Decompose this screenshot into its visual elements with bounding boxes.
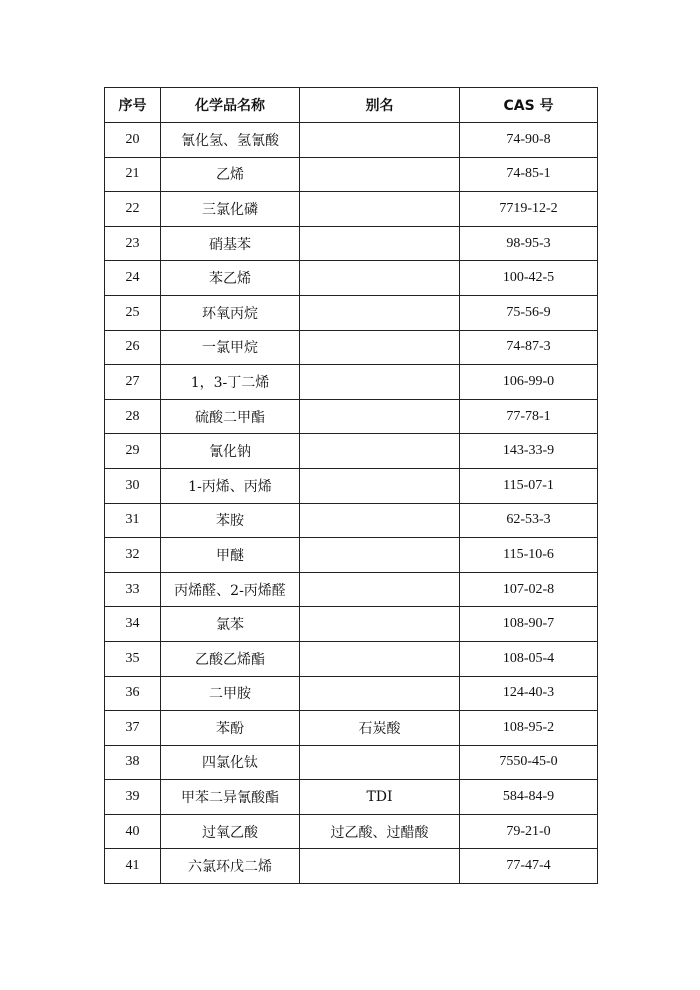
table-row (105, 538, 598, 573)
row-cas-number: 77-47-4 (460, 849, 598, 884)
row-index: 32 (105, 538, 161, 573)
row-chemical-name: 硝基苯 (161, 226, 300, 261)
row-cas-number: 106-99-0 (460, 365, 598, 400)
row-cas-number: 100-42-5 (460, 261, 598, 296)
row-alias (300, 745, 460, 780)
header-chemical-name: 化学品名称 (161, 88, 300, 123)
row-alias (300, 434, 460, 469)
table-row (105, 434, 598, 469)
row-cas-number: 62-53-3 (460, 503, 598, 538)
row-chemical-name: 甲苯二异氰酸酯 (161, 780, 300, 815)
row-chemical-name: 1，3-丁二烯 (161, 365, 300, 400)
row-index: 21 (105, 157, 161, 192)
row-chemical-name: 乙酸乙烯酯 (161, 641, 300, 676)
row-chemical-name: 二甲胺 (161, 676, 300, 711)
row-alias: 过乙酸、过醋酸 (300, 814, 460, 849)
row-chemical-name: 过氧乙酸 (161, 814, 300, 849)
row-cas-number: 74-87-3 (460, 330, 598, 365)
row-alias (300, 641, 460, 676)
row-alias: TDI (300, 780, 460, 815)
table-row (105, 468, 598, 503)
table-row (105, 676, 598, 711)
table-row (105, 572, 598, 607)
row-cas-number: 75-56-9 (460, 295, 598, 330)
table-row (105, 261, 598, 296)
header-index: 序号 (105, 88, 161, 123)
row-cas-number: 143-33-9 (460, 434, 598, 469)
row-alias (300, 572, 460, 607)
row-alias (300, 330, 460, 365)
row-alias (300, 192, 460, 227)
header-cas-number: CAS 号 (460, 88, 598, 123)
row-cas-number: 108-90-7 (460, 607, 598, 642)
table-row (105, 365, 598, 400)
table-body (105, 123, 598, 884)
row-cas-number: 7550-45-0 (460, 745, 598, 780)
row-alias (300, 503, 460, 538)
row-cas-number: 7719-12-2 (460, 192, 598, 227)
row-chemical-name: 六氯环戊二烯 (161, 849, 300, 884)
row-cas-number: 77-78-1 (460, 399, 598, 434)
row-chemical-name: 三氯化磷 (161, 192, 300, 227)
row-alias (300, 676, 460, 711)
row-index: 31 (105, 503, 161, 538)
row-chemical-name: 四氯化钛 (161, 745, 300, 780)
row-index: 41 (105, 849, 161, 884)
table-row (105, 780, 598, 815)
row-index: 29 (105, 434, 161, 469)
table-row (105, 503, 598, 538)
row-alias: 石炭酸 (300, 711, 460, 746)
table-row (105, 641, 598, 676)
row-cas-number: 74-85-1 (460, 157, 598, 192)
row-index: 26 (105, 330, 161, 365)
header-alias: 别名 (300, 88, 460, 123)
row-chemical-name: 乙烯 (161, 157, 300, 192)
row-alias (300, 261, 460, 296)
row-cas-number: 115-10-6 (460, 538, 598, 573)
row-index: 34 (105, 607, 161, 642)
row-cas-number: 124-40-3 (460, 676, 598, 711)
row-alias (300, 468, 460, 503)
row-chemical-name: 氯苯 (161, 607, 300, 642)
row-chemical-name: 丙烯醛、2-丙烯醛 (161, 572, 300, 607)
row-cas-number: 79-21-0 (460, 814, 598, 849)
table-row (105, 711, 598, 746)
row-index: 39 (105, 780, 161, 815)
chemical-table (104, 87, 598, 884)
row-cas-number: 74-90-8 (460, 123, 598, 158)
row-chemical-name: 苯胺 (161, 503, 300, 538)
table-row (105, 745, 598, 780)
table-row (105, 330, 598, 365)
row-index: 40 (105, 814, 161, 849)
row-cas-number: 108-95-2 (460, 711, 598, 746)
row-index: 33 (105, 572, 161, 607)
row-chemical-name: 一氯甲烷 (161, 330, 300, 365)
row-chemical-name: 苯酚 (161, 711, 300, 746)
table-row (105, 192, 598, 227)
table-row (105, 849, 598, 884)
row-chemical-name: 环氧丙烷 (161, 295, 300, 330)
table-row (105, 123, 598, 158)
row-cas-number: 115-07-1 (460, 468, 598, 503)
row-cas-number: 108-05-4 (460, 641, 598, 676)
row-index: 38 (105, 745, 161, 780)
row-index: 20 (105, 123, 161, 158)
row-alias (300, 157, 460, 192)
row-index: 28 (105, 399, 161, 434)
row-index: 25 (105, 295, 161, 330)
row-index: 22 (105, 192, 161, 227)
row-index: 35 (105, 641, 161, 676)
row-chemical-name: 氰化氢、氢氰酸 (161, 123, 300, 158)
row-cas-number: 584-84-9 (460, 780, 598, 815)
row-alias (300, 365, 460, 400)
table-row (105, 157, 598, 192)
row-index: 23 (105, 226, 161, 261)
row-alias (300, 226, 460, 261)
row-cas-number: 98-95-3 (460, 226, 598, 261)
row-index: 37 (105, 711, 161, 746)
row-alias (300, 849, 460, 884)
table-header-row (105, 88, 598, 123)
row-index: 24 (105, 261, 161, 296)
row-chemical-name: 1-丙烯、丙烯 (161, 468, 300, 503)
row-alias (300, 399, 460, 434)
row-index: 27 (105, 365, 161, 400)
row-cas-number: 107-02-8 (460, 572, 598, 607)
row-chemical-name: 硫酸二甲酯 (161, 399, 300, 434)
row-alias (300, 538, 460, 573)
table-row (105, 295, 598, 330)
row-alias (300, 123, 460, 158)
table-row (105, 226, 598, 261)
row-alias (300, 295, 460, 330)
row-chemical-name: 氰化钠 (161, 434, 300, 469)
row-index: 36 (105, 676, 161, 711)
row-alias (300, 607, 460, 642)
row-chemical-name: 苯乙烯 (161, 261, 300, 296)
table-row (105, 607, 598, 642)
table-row (105, 399, 598, 434)
row-chemical-name: 甲醚 (161, 538, 300, 573)
row-index: 30 (105, 468, 161, 503)
table-row (105, 814, 598, 849)
